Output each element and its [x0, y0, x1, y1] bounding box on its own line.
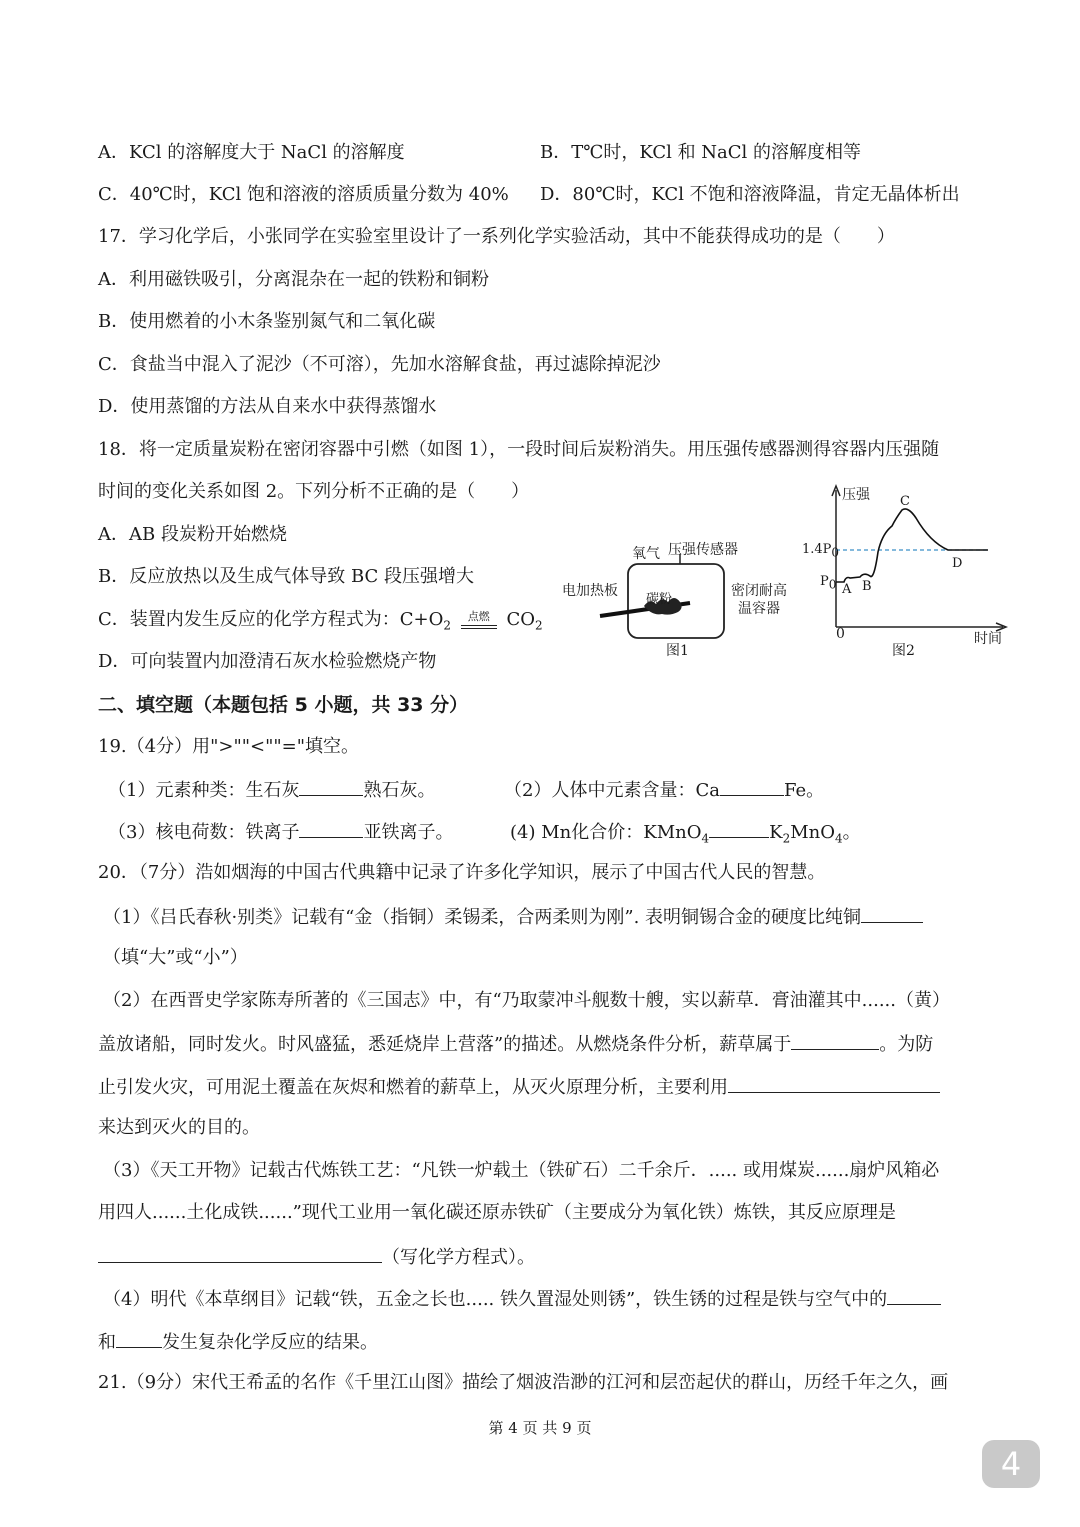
- q20-blank-2[interactable]: [791, 1031, 879, 1050]
- q18-c-pre: C．装置内发生反应的化学方程式为：C+O: [98, 609, 444, 630]
- q17-option-c: C．食盐当中混入了泥沙（不可溶），先加水溶解食盐，再过滤除掉泥沙: [98, 354, 661, 375]
- q20-p2-l2-pre: 盖放诸船，同时发火。时风盛猛，悉延烧岸上营落”的描述。从燃烧条件分析，薪草属于: [98, 1034, 792, 1055]
- q20-part-4-line1: [103, 1286, 941, 1312]
- q19-stem: 19.（4分）用">""<""="填空。: [98, 736, 359, 757]
- q20-p2-l3-text: 止引发火灾，可用泥土覆盖在灰烬和燃着的薪草上，从灭火原理分析，主要利用: [98, 1077, 728, 1098]
- fig1-oxygen-label: 氧气: [632, 546, 660, 562]
- q19-p4-mid: K: [769, 822, 783, 843]
- q19-blank-4[interactable]: [709, 819, 769, 838]
- q20-p4-l2-pre: 和: [98, 1332, 116, 1353]
- q20-part-4-line2: [98, 1329, 378, 1355]
- fig2-tick-high: [802, 542, 839, 560]
- q18-option-a: A．AB 段炭粉开始燃烧: [98, 524, 287, 545]
- q19-p4-sub1: 4: [701, 831, 710, 846]
- q17-option-b: B．使用燃着的小木条鉴别氮气和二氧化碳: [98, 311, 436, 332]
- q20-part-2-line4: 来达到灭火的目的。: [98, 1117, 260, 1138]
- reaction-arrow: [457, 608, 501, 634]
- q20-part-2-line2: [98, 1031, 933, 1057]
- fig2-point-d: D: [952, 556, 963, 571]
- q18-c-sub: 2: [443, 618, 452, 633]
- q18-option-b: B．反应放热以及生成气体导致 BC 段压强增大: [98, 566, 475, 587]
- q19-part-4: [510, 819, 861, 851]
- q19-p4-mid2: MnO: [790, 822, 835, 843]
- q16-option-d: D．80℃时，KCl 不饱和溶液降温，肯定无晶体析出: [540, 184, 960, 205]
- fig2-ylabel: 压强: [842, 487, 870, 503]
- q20-part-2-line3: [98, 1074, 940, 1100]
- q19-blank-3[interactable]: [299, 819, 363, 838]
- q20-blank-4[interactable]: [98, 1244, 382, 1263]
- q19-p4-sub2: 2: [782, 831, 791, 846]
- q18-stem-line1: 18．将一定质量炭粉在密闭容器中引燃（如图 1），一段时间后炭粉消失。用压强传感器测得容器内压强随: [98, 439, 940, 460]
- fig2-point-b: B: [862, 579, 872, 594]
- q19-blank-2[interactable]: [720, 777, 784, 796]
- q18-option-c: [98, 608, 543, 638]
- q16-option-a: A．KCl 的溶解度大于 NaCl 的溶解度: [98, 142, 405, 163]
- fig1-container-label-2: 温容器: [738, 601, 780, 617]
- q19-part-2: [504, 777, 824, 803]
- q20-p4-l2-post: 发生复杂化学反应的结果。: [162, 1332, 378, 1353]
- figure-2: [798, 482, 1018, 662]
- reaction-condition: 点燃: [467, 610, 490, 623]
- q16-option-b: B．T℃时，KCl 和 NaCl 的溶解度相等: [540, 142, 862, 163]
- q20-stem: 20．（7分）浩如烟海的中国古代典籍中记录了许多化学知识，展示了中国古代人民的智慧。: [98, 862, 826, 883]
- fig2-tick-low-sub: 0: [828, 577, 837, 592]
- q19-p4-post: 。: [842, 822, 861, 843]
- figure-1: [560, 536, 800, 666]
- q20-blank-1[interactable]: [861, 904, 923, 923]
- q17-option-d: D．使用蒸馏的方法从自来水中获得蒸馏水: [98, 396, 437, 417]
- pressure-curve: [836, 509, 988, 582]
- q19-p2-post: Fe。: [783, 780, 825, 801]
- q20-part-1-line1: [103, 904, 923, 930]
- q18-c-post: CO: [506, 609, 536, 630]
- fig1-container-label-1: 密闭耐高: [731, 583, 787, 599]
- q19-part-1: [108, 777, 435, 803]
- fig1-carbon-label: 碳粉: [646, 592, 673, 607]
- q18-option-d: D．可向装置内加澄清石灰水检验燃烧产物: [98, 651, 437, 672]
- page-number: 第 4 页 共 9 页: [488, 1419, 592, 1437]
- q20-p1-l1-text: （1）《吕氏春秋·别类》记载有“金（指铜）柔锡柔，合两柔则为刚”. 表明铜锡合金的硬度比纯铜: [103, 907, 862, 928]
- q19-p1-post: 熟石灰。: [363, 780, 436, 801]
- q20-part-3-line3: [98, 1244, 535, 1270]
- q20-blank-6[interactable]: [116, 1329, 162, 1348]
- q20-part-2-line1: （2）在西晋史学家陈寿所著的《三国志》中，有“乃取蒙冲斗舰数十艘，实以薪草．膏油灌其中......（黄）: [103, 990, 950, 1011]
- fig2-caption: 图2: [892, 643, 915, 659]
- fig2-point-c: C: [900, 494, 910, 509]
- q18-c-post-sub: 2: [535, 618, 543, 633]
- q20-p4-l1-text: （4）明代《本草纲目》记载“铁，五金之长也..... 铁久置湿处则锈”，铁生锈的过程是铁与空气中的: [103, 1289, 888, 1310]
- q18-stem-line2: 时间的变化关系如图 2。下列分析不正确的是（ ）: [98, 481, 530, 502]
- q16-option-c: C．40℃时，KCl 饱和溶液的溶质质量分数为 40%: [98, 184, 509, 205]
- q20-p2-l2-post: 。为防: [879, 1034, 934, 1055]
- q19-part-3: [108, 819, 453, 845]
- fig1-caption: 图1: [666, 643, 689, 659]
- fig2-tick-low-text: P: [820, 574, 829, 589]
- q20-part-3-line1: （3）《天工开物》记载古代炼铁工艺：“凡铁一炉载土（铁矿石）二千余斤．..... 或用煤炭......扇炉风箱必: [103, 1160, 940, 1181]
- fig2-xlabel: 时间: [974, 631, 1002, 647]
- q19-p3-pre: （3）核电荷数：铁离子: [108, 822, 300, 843]
- fig2-tick-high-text: 1.4P: [802, 542, 832, 557]
- q20-part-1-line2: （填“大”或“小”）: [103, 947, 248, 968]
- fig2-origin: 0: [836, 626, 845, 642]
- q20-blank-5[interactable]: [887, 1286, 941, 1305]
- fig1-heater-label: 电加热板: [562, 583, 618, 599]
- q19-p2-pre: （2）人体中元素含量：Ca: [504, 780, 720, 801]
- q20-p3-l3-text: （写化学方程式）。: [382, 1247, 535, 1268]
- q19-blank-1[interactable]: [299, 777, 363, 796]
- q17-option-a: A．利用磁铁吸引，分离混杂在一起的铁粉和铜粉: [98, 269, 489, 290]
- q19-p1-pre: （1）元素种类：生石灰: [108, 780, 300, 801]
- section-2-title: 二、填空题（本题包括 5 小题，共 33 分）: [98, 694, 469, 716]
- fig2-point-a: A: [842, 582, 852, 597]
- fig2-tick-low: [820, 574, 836, 592]
- q21-stem: 21.（9分）宋代王希孟的名作《千里江山图》描绘了烟波浩渺的江河和层峦起伏的群山，历经千年之久，画: [98, 1372, 949, 1393]
- q17-stem: 17．学习化学后，小张同学在实验室里设计了一系列化学实验活动，其中不能获得成功的是（ ）: [98, 226, 895, 247]
- q19-p4-pre: (4) Mn化合价：KMnO: [510, 822, 702, 843]
- page-badge: 4: [982, 1440, 1040, 1488]
- fig1-sensor-label: 压强传感器: [668, 542, 738, 558]
- q19-p3-post: 亚铁离子。: [363, 822, 454, 843]
- q19-p4-sub3: 4: [835, 831, 843, 846]
- q20-blank-3[interactable]: [728, 1074, 940, 1093]
- q20-part-3-line2: 用四人......土化成铁......”现代工业用一氧化碳还原赤铁矿（主要成分为氧化铁）炼铁，其反应原理是: [98, 1202, 896, 1223]
- fig2-tick-high-sub: 0: [831, 545, 840, 560]
